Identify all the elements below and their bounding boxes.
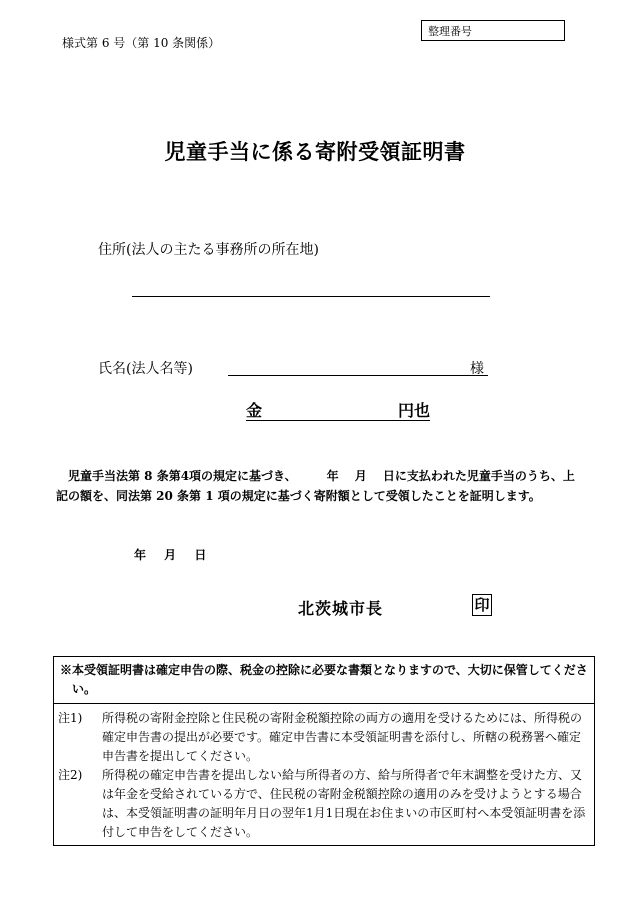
form-number: 様式第 6 号（第 10 条関係） <box>62 36 221 50</box>
notes-divider <box>54 703 594 704</box>
certification-text: 児童手当法第 8 条第4項の規定に基づき、 年 月 日に支払われた児童手当のうち、上記の額を、同法第 20 条第 1 項の規定に基づく寄附額として受領したことを証明します。 <box>56 469 575 503</box>
name-label: 氏名(法人名等) <box>98 361 193 377</box>
issue-date: 年 月 日 <box>134 548 207 562</box>
amount-field[interactable] <box>246 398 430 421</box>
address-field-line[interactable] <box>132 296 490 297</box>
amount-suffix: 円也 <box>397 401 430 420</box>
honorific-sama: 様 <box>470 361 484 377</box>
document-title: 児童手当に係る寄附受領証明書 <box>164 139 466 164</box>
amount-prefix: 金 <box>246 401 263 420</box>
note-text: 所得税の確定申告書を提出しない給与所得者の方、給与所得者で年末調整を受けた方、又は年金を受給されている方で、住民税の寄附金税額控除の適用のみを受けようとする場合は、本受領証明書の証明年月日の翌年1月1日現在お住まいの市区町村へ本受領証明書を添付して申告をしてください。 <box>102 768 586 839</box>
note-text: 所得税の寄附金控除と住民税の寄附金税額控除の両方の適用を受けるためには、所得税の確定申告書の提出が必要です。確定申告書に本受領証明書を添付し、所轄の税務署へ確定申告書を提出してください。 <box>102 711 583 763</box>
reference-number-box[interactable]: 整理番号 <box>421 20 565 41</box>
name-field-line[interactable] <box>228 375 488 376</box>
note-tag: 注2) <box>58 768 83 782</box>
note-tag: 注1) <box>58 711 83 725</box>
seal-mark: 印 <box>472 594 492 616</box>
storage-warning: ※本受領証明書は確定申告の際、税金の控除に必要な書類となりますので、大切に保管してください。 <box>60 663 588 696</box>
issuer-name: 北茨城市長 <box>298 599 384 618</box>
address-label: 住所(法人の主たる事務所の所在地) <box>98 242 319 258</box>
notes-box <box>53 656 595 846</box>
